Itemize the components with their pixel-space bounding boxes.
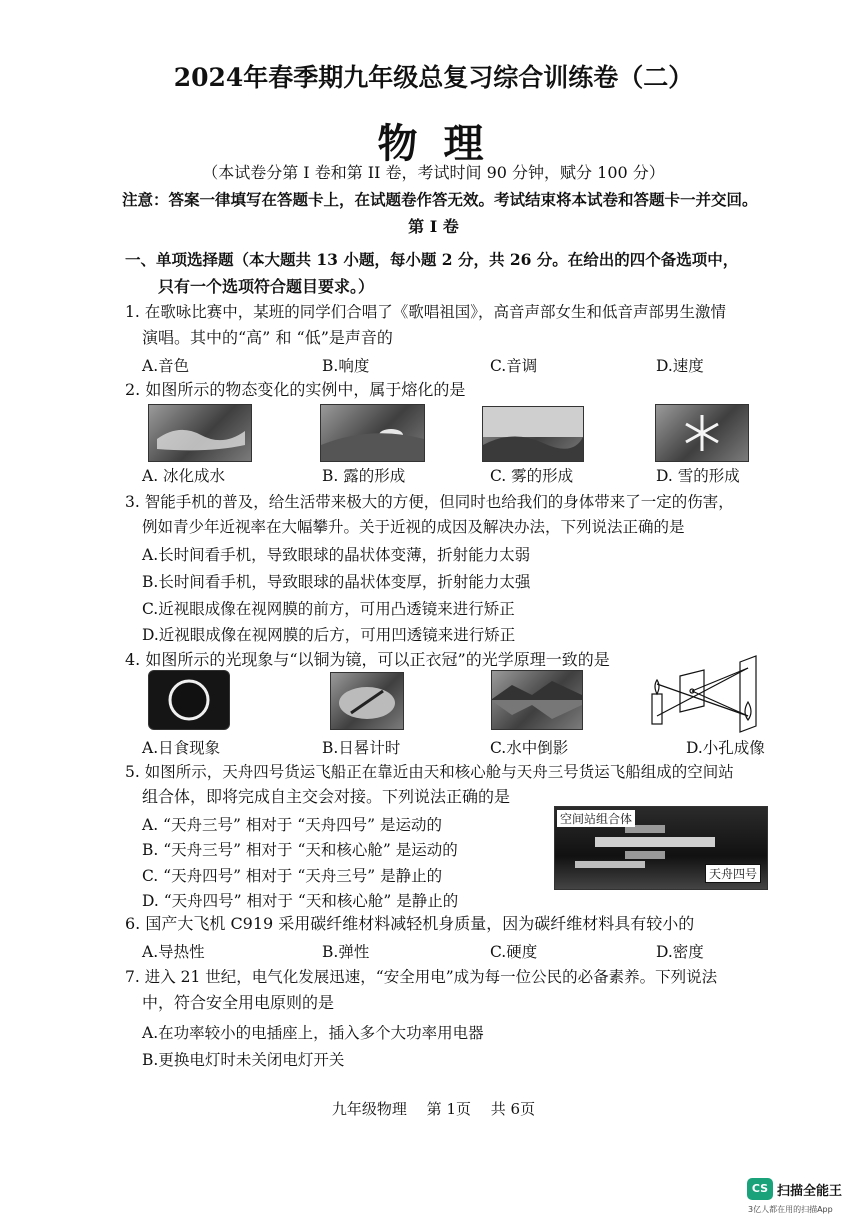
q2-option-b: B. 露的形成 (322, 467, 406, 485)
q4-option-d: D.小孔成像 (686, 739, 765, 757)
q2-option-c: C. 雾的形成 (490, 467, 574, 485)
q2-option-d: D. 雪的形成 (656, 467, 740, 485)
q6-stem: 6. 国产大飞机 C919 采用碳纤维材料减轻机身质量，因为碳纤维材料具有较小的 (125, 914, 695, 933)
q1-option-d: D.速度 (656, 357, 704, 375)
q1-option-b: B.响度 (322, 357, 370, 375)
q6-option-d: D.密度 (656, 943, 704, 961)
q4-stem: 4. 如图所示的光现象与“以铜为镜，可以正衣冠”的光学原理一致的是 (125, 650, 610, 669)
q7-stem-line1: 7. 进入 21 世纪，电气化发展迅速，“安全用电”成为每一位公民的必备素养。下列说法 (125, 968, 718, 986)
section-heading-line1: 一、单项选择题（本大题共 13 小题，每小题 2 分，共 26 分。在给出的四个备选项中， (125, 250, 739, 269)
q5-option-b: B. “天舟三号” 相对于 “天和核心舱” 是运动的 (142, 841, 458, 859)
volume-title: 第 I 卷 (408, 217, 459, 236)
q5-option-c: C. “天舟四号” 相对于 “天舟三号” 是静止的 (142, 867, 443, 885)
q7-stem-line2: 中，符合安全用电原则的是 (142, 993, 335, 1012)
q1-option-c: C.音调 (490, 357, 538, 375)
camscanner-logo-badge: CS (747, 1178, 773, 1200)
exam-title: 2024年春季期九年级总复习综合训练卷（二） (173, 63, 694, 92)
q6-option-b: B.弹性 (322, 943, 370, 961)
q3-stem-line1: 3. 智能手机的普及，给生活带来极大的方便，但同时也给我们的身体带来了一定的伤害， (125, 493, 734, 511)
q6-option-c: C.硬度 (490, 943, 538, 961)
q7-option-b: B.更换电灯时未关闭电灯开关 (142, 1051, 345, 1069)
page-footer: 九年级物理 第 1页 共 6页 (331, 1100, 536, 1118)
q2-option-a: A. 冰化成水 (142, 467, 226, 485)
q4-option-a: A.日食现象 (142, 739, 221, 757)
camscanner-name: 扫描全能王 (777, 1184, 843, 1199)
q4-option-c: C.水中倒影 (490, 739, 569, 757)
q5-option-d: D. “天舟四号” 相对于 “天和核心舱” 是静止的 (142, 892, 459, 910)
q6-option-a: A.导热性 (142, 943, 205, 961)
q1-stem-line1: 1. 在歌咏比赛中，某班的同学们合唱了《歌唱祖国》，高音声部女生和低音声部男生激情 (125, 303, 726, 321)
dew-photo (320, 404, 425, 462)
space-station-label: 空间站组合体 (557, 810, 635, 827)
exam-notice: 注意：答案一律填写在答题卡上，在试题卷作答无效。考试结束将本试卷和答题卡一并交回。 (122, 190, 758, 209)
q7-option-a: A.在功率较小的电插座上，插入多个大功率用电器 (142, 1024, 484, 1042)
snowflake-photo (655, 404, 749, 462)
camscanner-tagline: 3亿人都在用的扫描App (748, 1205, 833, 1214)
space-station-photo (554, 806, 768, 890)
q3-option-b: B.长时间看手机，导致眼球的晶状体变厚，折射能力太强 (142, 573, 531, 591)
q1-stem-line2: 演唱。其中的“高” 和 “低”是声音的 (142, 328, 393, 347)
pinhole-imaging-diagram (644, 654, 766, 734)
sundial-photo (330, 672, 404, 730)
tianzhou-4-label: 天舟四号 (705, 864, 761, 883)
q5-stem-line2: 组合体，即将完成自主交会对接。下列说法正确的是 (142, 787, 511, 806)
section-heading-line2: 只有一个选项符合题目要求。） (158, 277, 375, 296)
q5-option-a: A. “天舟三号” 相对于 “天舟四号” 是运动的 (142, 816, 443, 834)
q3-option-d: D.近视眼成像在视网膜的后方，可用凹透镜来进行矫正 (142, 626, 516, 644)
exam-note: （本试卷分第 I 卷和第 II 卷，考试时间 90 分钟，赋分 100 分） (202, 163, 665, 182)
subject-title: 物 理 (377, 120, 490, 167)
q3-option-a: A.长时间看手机，导致眼球的晶状体变薄，折射能力太弱 (142, 546, 531, 564)
q4-option-b: B.日晷计时 (322, 739, 401, 757)
q2-stem: 2. 如图所示的物态变化的实例中，属于熔化的是 (125, 380, 466, 399)
q5-stem-line1: 5. 如图所示，天舟四号货运飞船正在靠近由天和核心舱与天舟三号货运飞船组成的空间站 (125, 763, 734, 781)
solar-eclipse-photo (148, 670, 230, 730)
q3-option-c: C.近视眼成像在视网膜的前方，可用凸透镜来进行矫正 (142, 600, 515, 618)
water-reflection-photo (491, 670, 583, 730)
q3-stem-line2: 例如青少年近视率在大幅攀升。关于近视的成因及解决办法，下列说法正确的是 (142, 518, 685, 536)
ice-melting-photo (148, 404, 252, 462)
q1-option-a: A.音色 (142, 357, 190, 375)
fog-photo (482, 406, 584, 462)
